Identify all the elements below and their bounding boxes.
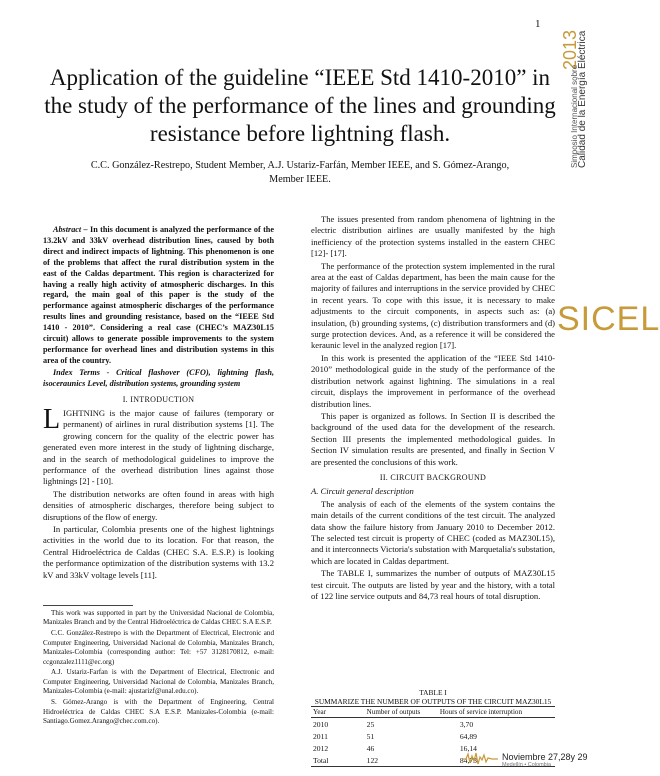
- table-cell: 2011: [313, 731, 328, 741]
- banner-year: 2013: [560, 29, 580, 70]
- intro-paragraph-2: The distribution networks are often found in areas with high densities of atmospheric discharges, therefore being subject to disruptions of the flow of energy.: [43, 488, 274, 522]
- drop-cap: L: [43, 404, 61, 435]
- right-paragraph-5: The analysis of each of the elements of the system contains the main details of the current conditions of the test circuit. The analyzed data show the failure history from January 2010 to December 2012. The selected test circuit is property of CHEC (coded as MAZ30L15), and it interconnects Victoria's substation with Marquetalia's substation, which are located in Caldas department.: [311, 498, 555, 566]
- footer-place: Medellín • Colombia: [502, 762, 552, 768]
- table-caption: SUMMARIZE THE NUMBER OF OUTPUTS OF THE CIRCUIT MAZ30L15: [314, 696, 552, 706]
- intro-paragraph-1: [43, 404, 274, 488]
- table-cell: 2010: [313, 719, 329, 729]
- table-header: Year: [311, 707, 365, 718]
- footnote-4: S. Gómez-Arango is with the Department of Engineering, Central Hidroeléctrica de Caldas CHEC S.A E.S.P. Manizales-Colombia (e-mail: Santiago.Gomez.Arango@chec.com.co).: [43, 698, 274, 725]
- table-cell: 51: [366, 731, 375, 741]
- circuit-subheading: A. Circuit general description: [311, 486, 414, 497]
- footnotes: [43, 605, 274, 728]
- table-label: TABLE I: [419, 688, 447, 697]
- page-number: 1: [535, 18, 541, 30]
- circuit-heading: II. CIRCUIT BACKGROUND: [379, 472, 487, 482]
- table-cell: 2012: [313, 743, 329, 753]
- banner-line2: Calidad de la Energía Eléctrica: [577, 30, 588, 168]
- sicel-logo-text: SICEL: [557, 300, 660, 338]
- banner-line1: Simposio Internacional sobre: [570, 64, 579, 168]
- right-paragraph-3: In this work is presented the application of the “IEEE Std 1410-2010” methodological guide in the study of the performance of the distribution network against lightning. The simulations in a real circuit, displays the improvement in performance of the overhead distribution lines.: [311, 352, 555, 409]
- table-cell: 16,14: [459, 743, 477, 753]
- right-paragraph-1: The issues presented from random phenomena of lightning in the electric distribution airlines are usually manifested by the high inefficiency of the protection systems installed in the eastern CHEC [12]- [17].: [311, 214, 555, 259]
- table-cell: 84,73: [438, 754, 555, 767]
- footnote-3: A.J. Ustariz-Farfan is with the Department of Electrical, Electronic and Computer Engineering, Universidad Nacional de Colombia, Manizales Branch, Manizales-Colombia (e-mail: ajustarizf@unal.edu.co).: [43, 668, 274, 696]
- table-row: [311, 718, 555, 731]
- table-header-row: [311, 707, 555, 718]
- waveform-icon: [462, 750, 498, 766]
- table-cell: 64,89: [459, 731, 477, 741]
- index-terms: Index Terms - Critical flashover (CFO), lightning flash, isoceraunics Level, distribution systems, grounding system: [43, 367, 274, 388]
- table-cell: 46: [366, 743, 375, 753]
- abstract-label: Abstract –: [53, 225, 88, 234]
- intro-heading: I. INTRODUCTION: [122, 394, 195, 404]
- footnote-rule: [43, 605, 133, 606]
- table-header: Number of outputs: [365, 707, 438, 718]
- sicel-logo: [557, 300, 660, 420]
- table-cell: 25: [366, 719, 375, 729]
- right-paragraph-4: This paper is organized as follows. In Section II is described the background of the used data for the development of the research. Section III presents the implemented methodological guides. In Section IV simulation results are presented, and finally in Section V are presented the conclusions of this work.: [311, 410, 555, 467]
- intro-p1-text: IGHTNING is the major cause of failures (temporary or permanent) of airlines in rural distribution systems [1]. The growing concern for the quality of the electric power has generated even more interest in the study of lightning discharge, and in the search of methodological guidelines to improve the performance of the overhead distribution lines against those lightnings [2] - [10].: [43, 408, 274, 487]
- right-paragraph-2: The performance of the protection system implemented in the rural area at the east of Caldas department, has been the main cause for the majority of failures and interruptions in the service provided by CHEC in recent years. To cope with this issue, it is necessary to make adjustments to the circuit components, in aspects such as: (a) insulation, (b) grounding systems, (c) distribution transformers and (d) surge protection devices. And, as a reference it will be considered the keraunic level in the analyzed region [17].: [311, 260, 555, 351]
- authors-line1: C.C. González-Restrepo, Student Member, A.J. Ustariz-Farfán, Member IEEE, and S. Gómez-Arango,: [90, 160, 510, 171]
- conference-footer: [462, 748, 597, 772]
- right-paragraph-6: The TABLE I, summarizes the number of outputs of MAZ30L15 test circuit. The outputs are listed by year and the history, with a total of 122 line service outputs and 84,73 real hours of total disruption.: [311, 568, 555, 601]
- table-header: Hours of service interruption: [438, 707, 555, 718]
- paper-title: Application of the guideline “IEEE Std 1410-2010” in the study of the performance of the lines and grounding resistance before lightning flash.: [44, 65, 556, 146]
- authors: [60, 159, 540, 187]
- footnote-2: C.C. González-Restrepo is with the Department of Electrical, Electronic and Computer Engineering, Universidad Nacional de Colombia, Manizales Branch, Manizales-Colombia (corresponding author: Tel: +57 3128170812, e-mail: ccgonzalez1111@ec.org): [43, 629, 274, 666]
- table-cell: 122: [365, 754, 438, 767]
- authors-line2: Member IEEE.: [269, 174, 331, 185]
- abstract-text: In this document is analyzed the performance of the 13.2kV and 33kV overhead distribution lines, caused by both direct and indirect impacts of lightning. This phenomenon is one of the problems that affect the rural distribution system in the east of the Caldas department. This region is characterized for having a really high activity of atmospheric discharges. In this regard, the main goal of this paper is the study of the performance against atmospheric discharges of the performance results lines and grounding resistance, based on the “IEEE Std 1410 - 2010”. Considering a real case (CHEC’s MAZ30L15 circuit) allows to generate possible improvements to the system performance for overhead lines and distribution systems in this area of the country.: [43, 225, 274, 365]
- table-row: [311, 730, 555, 742]
- footer-dates: Noviembre 27,28y 29: [502, 752, 588, 762]
- right-column: [311, 214, 555, 603]
- intro-paragraph-3: In particular, Colombia presents one of the highest lightnings activities in the world due to its location. For that reason, the Central Hidroeléctrica de Caldas (CHEC S.A. E.S.P.) is looking the performance optimization of the distribution systems with 13.2 kV and 33kV voltage levels [11].: [43, 524, 274, 580]
- abstract: [43, 225, 274, 367]
- table-cell: 3,70: [459, 719, 474, 729]
- left-column: [43, 225, 274, 582]
- footnote-1: This work was supported in part by the Universidad Nacional de Colombia, Manizales Branch and by the Central Hidroeléctrica de Caldas CHEC S.A E.S.P.: [43, 609, 274, 627]
- table-cell: Total: [311, 754, 365, 767]
